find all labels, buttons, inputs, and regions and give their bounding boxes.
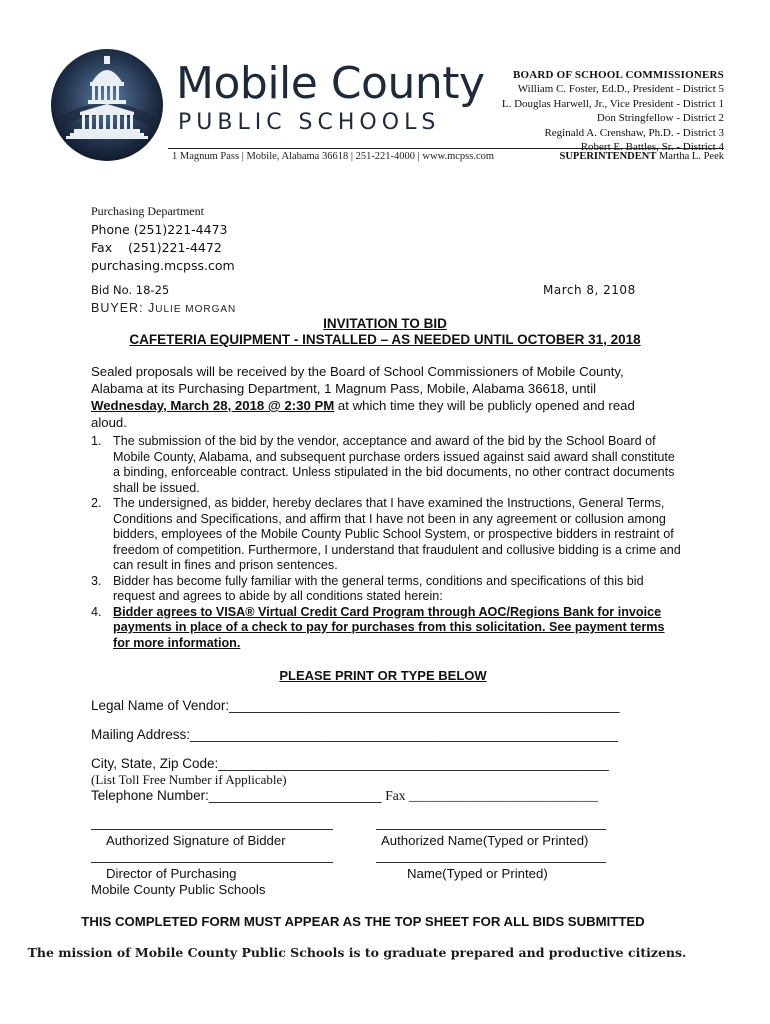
intro-paragraph xyxy=(91,363,671,431)
superintendent-name: Martha L. Peek xyxy=(658,151,724,162)
city-state-zip-field[interactable]: City, State, Zip Code:____________________________________________________ xyxy=(91,756,609,771)
form-heading: PLEASE PRINT OR TYPE BELOW xyxy=(279,668,487,683)
telephone-fax-row xyxy=(91,788,598,804)
list-text: Bidder agrees to VISA® Virtual Credit Card Program through AOC/Regions Bank for invoice payments in place of a check to pay for purchases from this solicitation. See payment terms for more information. xyxy=(113,604,665,650)
name-typed-label: Name(Typed or Printed) xyxy=(407,866,548,881)
list-number: 1. xyxy=(91,434,102,448)
authorized-name-label: Authorized Name(Typed or Printed) xyxy=(381,833,589,848)
list-text: The undersigned, as bidder, hereby declares that I have examined the Instructions, General Terms, Conditions and Specifications, and affirm that I have not been in any agreement or collusion among bidders, employees of the Mobile County Public School System, or prospective bidders in restraint of freedom of competition. Furthermore, I understand that fraudulent and collusive bidding is a crime and can result in fines and prison sentences. xyxy=(113,496,681,572)
list-text: Bidder has become fully familiar with the general terms, conditions and specifications of this bid request and agrees to abide by all conditions stated herein: xyxy=(113,573,644,603)
superintendent xyxy=(559,151,724,162)
department-website: purchasing.mcpss.com xyxy=(91,258,235,273)
department-phone: Phone (251)221-4473 xyxy=(91,222,228,237)
completed-form-notice: THIS COMPLETED FORM MUST APPEAR AS THE TOP SHEET FOR ALL BIDS SUBMITTED xyxy=(81,914,645,929)
document-title: INVITATION TO BID xyxy=(323,316,447,331)
board-member: Reginald A. Crenshaw, Ph.D. - District 3 xyxy=(544,126,724,139)
document-subtitle: CAFETERIA EQUIPMENT - INSTALLED – AS NEEDED UNTIL OCTOBER 31, 2018 xyxy=(129,332,641,347)
board-member: William C. Foster, Ed.D., President - District 5 xyxy=(517,83,724,96)
department-fax: Fax (251)221-4472 xyxy=(91,240,222,255)
name-line[interactable] xyxy=(376,829,606,830)
toll-free-note: (List Toll Free Number if Applicable) xyxy=(91,772,287,787)
director-name-line[interactable] xyxy=(376,862,606,863)
board-member: Don Stringfellow - District 2 xyxy=(596,112,724,125)
org-title: Mobile County xyxy=(176,58,485,109)
signature-line[interactable] xyxy=(91,829,333,830)
buyer-label: BUYER: J xyxy=(91,301,156,315)
board-heading: BOARD OF SCHOOL COMMISSIONERS xyxy=(512,69,724,81)
list-item xyxy=(91,574,681,605)
board-member: Robert E. Battles, Sr. - District 4 xyxy=(580,141,724,154)
buyer-name: ULIE MORGAN xyxy=(155,304,237,315)
fax-field[interactable]: Fax ____________________________ xyxy=(385,788,598,803)
department-contact xyxy=(91,221,235,275)
board-member: L. Douglas Harwell, Jr., Vice President - District 1 xyxy=(501,97,724,110)
intro-text-end: at which time they will be publicly opened and read aloud. xyxy=(91,398,635,430)
mailing-address-field[interactable]: Mailing Address:_________________________________________________________ xyxy=(91,727,619,742)
list-number: 3. xyxy=(91,573,102,588)
terms-list xyxy=(91,434,681,651)
intro-text: Sealed proposals will be received by the Board of School Commissioners of Mobile County, Alabama at its Purchasing Department, 1 Magnum Pass, Mobile, Alabama 36618, until xyxy=(91,364,624,396)
list-item xyxy=(91,496,681,574)
director-signature-line[interactable] xyxy=(91,862,333,863)
mission-statement: The mission of Mobile County Public Schools is to graduate prepared and productive citizens. xyxy=(27,945,687,960)
superintendent-label: SUPERINTENDENT xyxy=(559,151,657,162)
org-subtitle: PUBLIC SCHOOLS xyxy=(178,110,441,135)
director-label: Director of Purchasing xyxy=(106,866,237,881)
authorized-signature-label: Authorized Signature of Bidder xyxy=(106,833,286,848)
organization-label: Mobile County Public Schools xyxy=(91,882,266,897)
list-text: The submission of the bid by the vendor, acceptance and award of the bid by the School Board of Mobile County, Alabama, and subsequent purchase orders issued against said award shall constitute a binding, enforceable contract. Unless stipulated in the bid documents, no other contract documents shall be issued. xyxy=(113,434,675,495)
list-number: 4. xyxy=(91,604,102,619)
capitol-dome-seal-icon xyxy=(50,48,164,162)
board-of-commissioners xyxy=(502,68,724,154)
telephone-field[interactable]: Telephone Number:_______________________ xyxy=(91,788,386,803)
list-number: 2. xyxy=(91,496,102,510)
list-item xyxy=(91,434,681,496)
purchasing-department: Purchasing Department xyxy=(91,204,204,218)
letterhead-contact-line: 1 Magnum Pass | Mobile, Alabama 36618 | 251-221-4000 | www.mcpss.com xyxy=(172,151,495,162)
bid-number: Bid No. 18-25 xyxy=(91,283,170,297)
legal-name-field[interactable]: Legal Name of Vendor:____________________________________________________ xyxy=(91,698,620,713)
bid-date: March 8, 2108 xyxy=(543,283,636,297)
list-item xyxy=(91,605,681,652)
bid-deadline: Wednesday, March 28, 2018 @ 2:30 PM xyxy=(91,398,335,413)
buyer xyxy=(91,301,236,315)
